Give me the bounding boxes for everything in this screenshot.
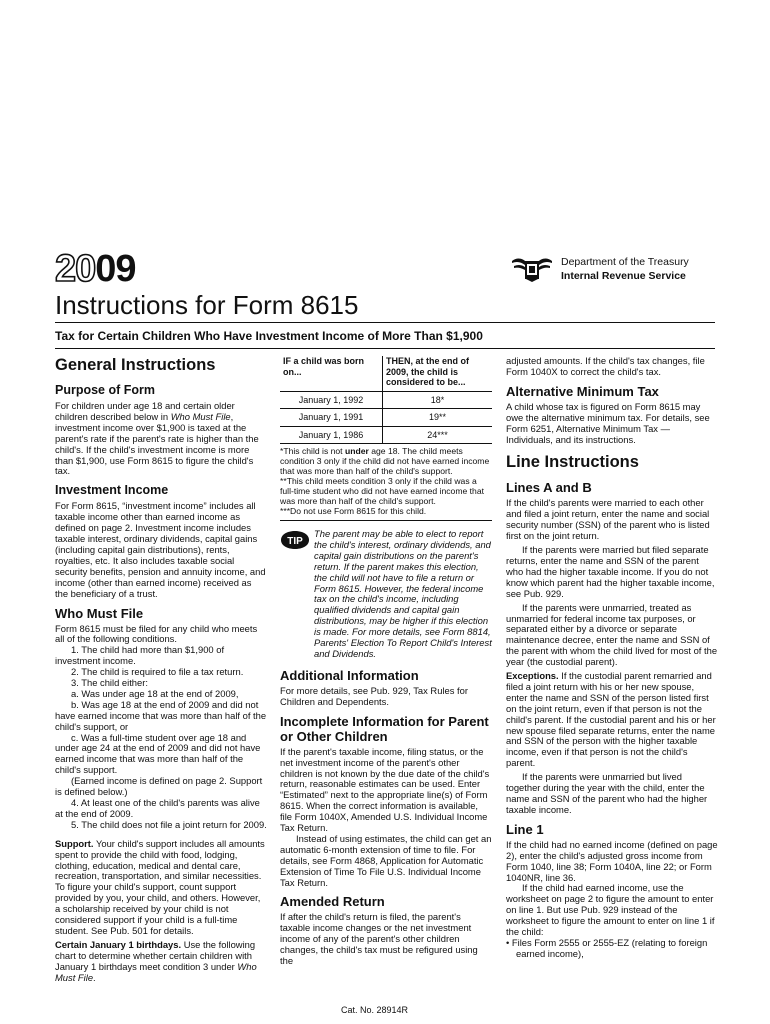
condition-3b: b. Was age 18 at the end of 2009 and did not have earned income that was more than half of the child's support, or [55,698,267,732]
page-subtitle: Tax for Certain Children Who Have Investment Income of More Than $1,900 [55,329,483,343]
column-2 [280,356,492,970]
purpose-text-b: , investment income over $1,900 is taxed at the parent's rate if the parent's rate is higher than the child's. If the child's investment income is more than $1,900, use Form 8615 to figure the child's tax. [55,410,259,477]
column-3 [506,356,718,963]
footnote-1 [280,446,492,476]
page-title: Instructions for Form 8615 [55,290,359,320]
agency-department: Department of the Treasury [561,256,689,268]
tip-box [280,529,492,660]
table-row [280,409,492,427]
general-instructions-heading: General Instructions [55,356,216,374]
agency-service: Internal Revenue Service [561,270,686,282]
tip-badge-icon [280,530,310,550]
condition-1: 1. The child had more than $1,900 of investment income. [55,644,225,667]
bullet-icon: • [506,936,512,948]
irs-eagle-logo-icon [511,255,553,283]
subtitle-rule [55,348,715,349]
chart-header-born: IF a child was born on... [280,356,383,391]
footnote-1a: *This child is not [280,446,345,456]
line-instructions-heading: Line Instructions [506,453,639,472]
catalog-number: Cat. No. 28914R [341,1005,409,1015]
support-text: Your child's support includes all amounts spent to provide the child with food, lodging, clothing, education, medical and dental care, recreation, transportation, and similar necessities. To figure your child's support, count support provided by you, your child, and others. However, a scholarship received by your child is not considered support if your child is a full-time student. See Pub. 501 for details. [55,837,265,936]
lines-ab-p3: If the parents were unmarried, treated as unmarried for federal income tax purposes, or separated either by a divorce or separate maintenance decree, enter the name and SSN of the parent with whom the child lived for most of the year (the custodial parent). [506,601,718,668]
condition-2: 2. The child is required to file a tax return. [71,666,244,678]
column-1 [55,356,267,987]
who-must-file-heading: Who Must File [55,605,144,621]
amended-return-heading: Amended Return [280,894,385,910]
line-1-p1: If the child had no earned income (defined on page 2), enter the child's adjusted gross income from Form 1040, line 38; Form 1040A, line 22; or Form 1040NR, line 36. [506,838,718,883]
footnote-2: **This child meets condition 3 only if the child was a full-time student who did not have earned income that was more than half of the child's support. [280,476,484,506]
lines-ab-p4: If the parents were unmarried but lived together during the year with the child, enter the name and SSN of the parent who had the higher taxable income. [506,771,708,815]
condition-4: 4. At least one of the child's parents was alive at the end of 2009. [55,797,260,819]
exceptions-paragraph [506,671,718,769]
exceptions-lead: Exceptions. [506,670,559,682]
support-lead: Support. [55,837,94,849]
title-rule [55,322,715,323]
condition-3a: a. Was under age 18 at the end of 2009, [71,687,239,699]
condition-3: 3. The child either: [71,677,148,689]
alternative-minimum-tax-heading: Alternative Minimum Tax [506,383,659,399]
lines-a-b-heading: Lines A and B [506,480,592,496]
who-must-file-paragraph: Form 8615 must be filed for any child who meets all of the following conditions. [55,622,258,645]
purpose-text-italic: Who Must File [170,410,231,422]
table-row [280,391,492,409]
chart-age: 24*** [383,426,493,444]
footnote-3: ***Do not use Form 8615 for this child. [280,506,427,516]
year-outline: 20 [55,248,96,290]
certain-birthdays-italic: Who Must File [55,960,257,983]
year-solid: 09 [95,248,136,290]
certain-birthdays-lead: Certain January 1 birthdays. [55,938,182,950]
chart-date: January 1, 1986 [280,426,383,444]
tip-text: The parent may be able to elect to report the child's interest, ordinary dividends, and capital gain distributions on the parent's return. If the parent makes this election, the child will not have to file a return or Form 8615. However, the federal income tax on the child's income, including qualified dividends and capital gain distributions, may be higher if this election is made. For more details, see Form 8814, Parents' Election To Report Child's Interest and Dividends. [314,528,492,659]
investment-income-heading: Investment Income [55,483,169,498]
agency-block [561,255,689,283]
exceptions-text: If the custodial parent remarried and filed a joint return with his or her new spouse, enter the name and SSN of the person listed first on the joint return, even if that person is not the child's parent. If the custodial parent and his or her new spouse filed separate returns, enter the name and SSN of the person with the higher taxable income, even if that person is not the child's parent. [506,670,716,769]
lines-ab-p1: If the child's parents were married to each other and filed a joint return, enter the name and social security number (SSN) of the parent who is listed first on the joint return. [506,497,710,542]
continued-paragraph: adjusted amounts. If the child's tax changes, file Form 1040X to correct the child's tax. [506,355,705,377]
amended-return-paragraph: If after the child's return is filed, the parent's taxable income changes or the net investment income of any of the parent's other children changes, the child's tax must be refigured using the [280,911,478,967]
incomplete-information-p1: If the parent's taxable income, filing status, or the net investment income of the parent's other children is not known by the due date of the child's return, reasonable estimates can be used. Enter “Estimated” next to the appropriate line(s) of Form 8615. When the correct information is available, file Form 1040X, Amended U.S. Individual Income Tax Return. [280,745,490,834]
footnote-1b: under [344,446,369,456]
table-row [280,426,492,444]
certain-birthdays-text: Use the following chart to determine whether certain children with January 1 birthdays meet condition 3 under [55,938,256,972]
chart-age: 18* [383,391,493,409]
condition-3c: c. Was a full-time student over age 18 and under age 24 at the end of 2009 and did not have earned income that was more than half of the child's support. [55,731,261,776]
chart-footnotes [280,446,492,521]
condition-3-note: (Earned income is defined on page 2. Support is defined below.) [55,775,263,798]
certain-birthdays-paragraph [55,940,267,984]
line-1-bullet-text: Files Form 2555 or 2555-EZ (relating to foreign earned income), [511,936,708,959]
lines-ab-p2: If the parents were married but filed separate returns, enter the name and SSN of the parent who had the higher taxable income. If you do not know which parent had the higher taxable income, see Pub. 929. [506,544,715,599]
birthday-chart [280,356,492,444]
certain-birthdays-end: . [93,971,96,983]
line-1-bullet [506,938,718,960]
alternative-minimum-tax-paragraph: A child whose tax is figured on Form 8615 may owe the alternative minimum tax. For details, see Form 6251, Alternative Minimum Tax — Individuals, and its instructions. [506,400,710,445]
additional-information-heading: Additional Information [280,667,419,683]
additional-information-paragraph: For more details, see Pub. 929, Tax Rules for Children and Dependents. [280,684,468,707]
footnote-1c: age 18. The child meets condition 3 only if the child did not have earned income that was more than half of the child's support. [280,446,490,476]
purpose-text-a: For children under age 18 and certain older children described below in [55,400,235,422]
incomplete-information-p2: Instead of using estimates, the child can get an automatic 6-month extension of time to file. For details, see Form 4868, Application for Automatic Extension of Time To File U.S. Individual Income Tax Return. [280,832,492,888]
chart-date: January 1, 1992 [280,391,383,409]
support-paragraph [55,839,267,937]
line-1-heading: Line 1 [506,821,544,837]
chart-date: January 1, 1991 [280,409,383,427]
chart-age: 19** [383,409,493,427]
line-1-p2: If the child had earned income, use the worksheet on page 2 to figure the amount to enter on line 1. But use Pub. 929 instead of the worksheet to figure the amount to enter on line 1 if the child: [506,882,715,938]
birthday-chart-header [280,356,492,391]
chart-header-age: THEN, at the end of 2009, the child is considered to be... [383,356,493,391]
purpose-heading: Purpose of Form [55,383,156,397]
purpose-paragraph [55,401,267,477]
condition-5: 5. The child does not file a joint return for 2009. [71,818,267,830]
tip-label: TIP [287,536,303,547]
tax-year [55,250,136,288]
investment-income-paragraph: For Form 8615, “investment income” includes all taxable income other than earned income as defined on page 2. Investment income includes taxable interest, ordinary dividends, capital gains (including capital gain distributions), rents, royalties, etc. It also includes taxable social security benefits, pension and annuity income, and income (other than earned income) received as the beneficiary of a trust. [55,500,266,599]
incomplete-information-heading: Incomplete Information for Parent or Other Children [280,713,489,744]
